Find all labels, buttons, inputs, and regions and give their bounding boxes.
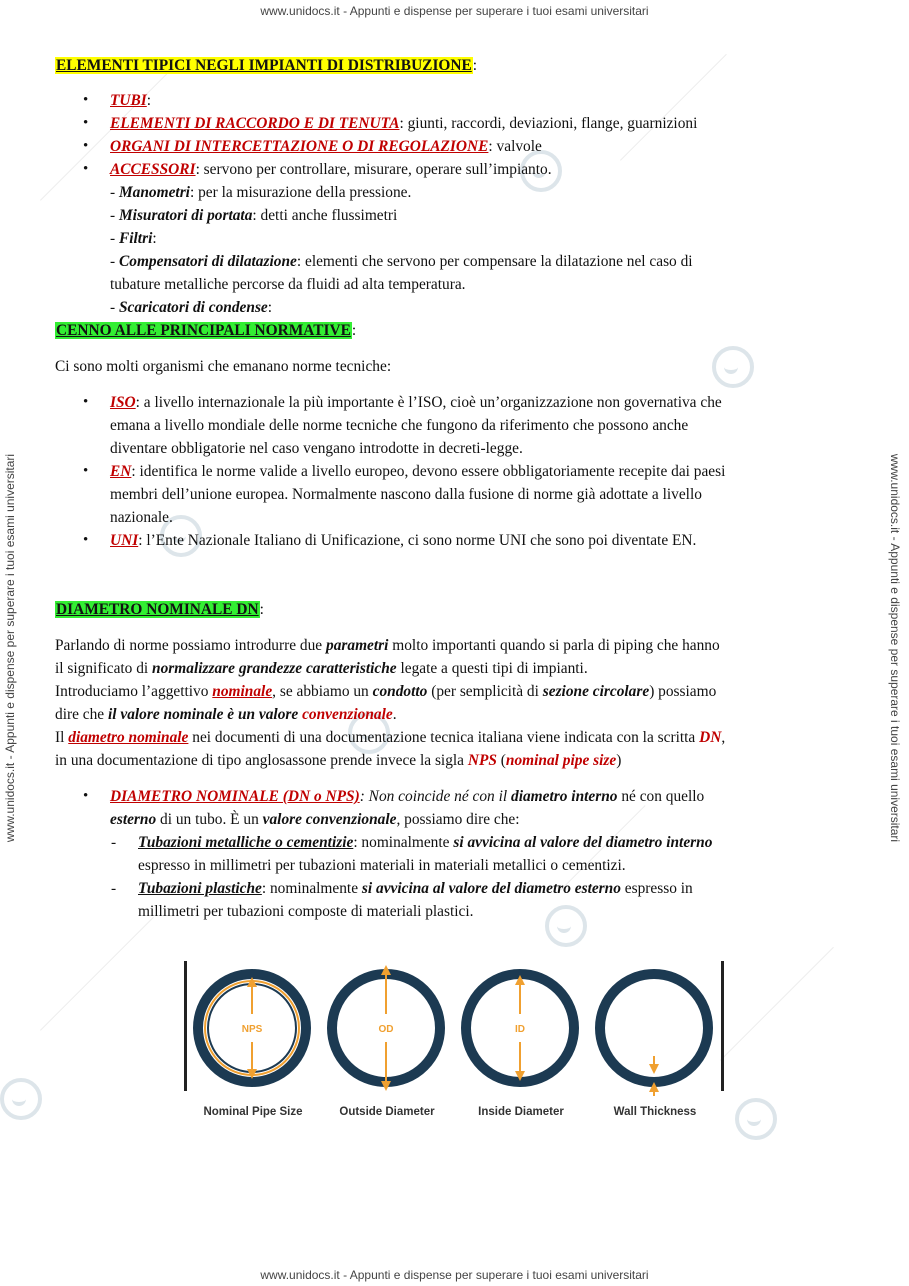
sublist-item: - Tubazioni plastiche: nominalmente si avvicina al valore del diametro esterno espresso in millimetri per tubazioni composte di materiali plastici. — [55, 877, 855, 923]
list-item: • ELEMENTI DI RACCORDO E DI TENUTA: giunti, raccordi, deviazioni, flange, guarnizioni — [55, 112, 855, 135]
document-body — [55, 54, 855, 923]
ring-inside-diameter — [466, 974, 574, 1082]
caption-inside-diameter: Inside Diameter — [478, 1106, 564, 1118]
list-item: • UNI: l’Ente Nazionale Italiano di Unificazione, ci sono norme UNI che sono poi diventate EN. — [55, 529, 855, 552]
caption-outside-diameter: Outside Diameter — [339, 1106, 435, 1118]
accessori-sublist — [55, 181, 855, 319]
caption-wall-thickness: Wall Thickness — [613, 1106, 697, 1118]
sublist-item: - Compensatori di dilatazione: elementi che servono per compensare la dilatazione nel caso di — [110, 253, 693, 270]
ring-wall-thickness — [600, 974, 708, 1096]
list-item: • ORGANI DI INTERCETTAZIONE O DI REGOLAZIONE: valvole — [55, 135, 855, 158]
sublist-item: tubature metalliche percorse da fluidi ad alta temperatura. — [110, 276, 466, 293]
watermark-right: www.unidocs.it - Appunti e dispense per superare i tuoi esami universitari — [888, 453, 902, 843]
ring-label: NPS — [241, 1024, 263, 1035]
list-item: • ACCESSORI: servono per controllare, misurare, operare sull’impianto. — [55, 158, 855, 181]
ring-outside-diameter — [332, 970, 440, 1086]
paragraph: Parlando di norme possiamo introdurre due parametri molto importanti quando si parla di piping che hanno il significato di normalizzare grandezze caratteristiche legate a questi tipi di impianti. Introduciamo l’aggettivo nominale, se abbiamo un condotto (per semplicità di sezione circolare) possiamo dire che il valore nominale è un valore convenzionale. Il diametro nominale nei documenti di una documentazione tecnica italiana viene indicata con la scritta DN, in una documentazione di tipo anglosassone prende invece la sigla NPS (nominal pipe size) — [55, 637, 726, 769]
diametro-sublist — [55, 831, 855, 923]
watermark-top: www.unidocs.it - Appunti e dispense per superare i tuoi esami universitari — [260, 4, 649, 18]
list-item: • TUBI: — [55, 89, 855, 112]
pipe-rings-svg — [184, 956, 724, 1101]
watermark-left: www.unidocs.it - Appunti e dispense per superare i tuoi esami universitari — [3, 453, 17, 843]
section-heading-normative: CENNO ALLE PRINCIPALI NORMATIVE: — [56, 322, 357, 339]
watermark-line — [40, 917, 154, 1031]
ring-nominal-pipe-size — [198, 974, 306, 1082]
sublist-item: - Filtri: — [110, 230, 157, 247]
sublist-item: - Scaricatori di condense: — [110, 299, 273, 316]
ring-label: OD — [378, 1024, 394, 1035]
watermark-line — [720, 947, 834, 1061]
elementi-list — [55, 89, 855, 181]
sublist-item: - Misuratori di portata: detti anche flussimetri — [110, 207, 398, 224]
normative-intro: Ci sono molti organismi che emanano norme tecniche: — [55, 358, 392, 375]
normative-list — [55, 391, 855, 552]
list-item: • DIAMETRO NOMINALE (DN o NPS): Non coincide né con il diametro interno né con quello esterno di un tubo. È un valore convenzionale, possiamo dire che: — [55, 785, 855, 831]
list-item: • ISO: a livello internazionale la più importante è l’ISO, cioè un’organizzazione non governativa che emana a livello mondiale delle norme tecniche che fungono da riferimento che possono anche diventare obbligatorie nel caso vengano introdotte in decreti-legge. — [55, 391, 855, 460]
caption-nominal-pipe-size: Nominal Pipe Size — [203, 1106, 303, 1118]
unidocs-logo-icon — [0, 1078, 42, 1120]
pipe-size-figure — [184, 956, 724, 1138]
list-item: • EN: identifica le norme valide a livello europeo, devono essere obbligatoriamente recepite dai paesi membri dell’unione europea. Normalmente nascono dalla fusione di norme già adottate a livello nazionale. — [55, 460, 855, 529]
ring-label: ID — [515, 1024, 525, 1035]
sublist-item: - Manometri: per la misurazione della pressione. — [110, 184, 412, 201]
sublist-item: - Tubazioni metalliche o cementizie: nominalmente si avvicina al valore del diametro interno espresso in millimetri per tubazioni materiali in materiali metallici o cementizi. — [55, 831, 855, 877]
unidocs-logo-icon — [735, 1098, 777, 1140]
section-heading-diametro: DIAMETRO NOMINALE DN: — [56, 601, 264, 618]
watermark-bottom: www.unidocs.it - Appunti e dispense per superare i tuoi esami universitari — [260, 1268, 649, 1282]
section-heading-elementi: ELEMENTI TIPICI NEGLI IMPIANTI DI DISTRIBUZIONE: — [56, 57, 478, 74]
diametro-list — [55, 785, 855, 831]
